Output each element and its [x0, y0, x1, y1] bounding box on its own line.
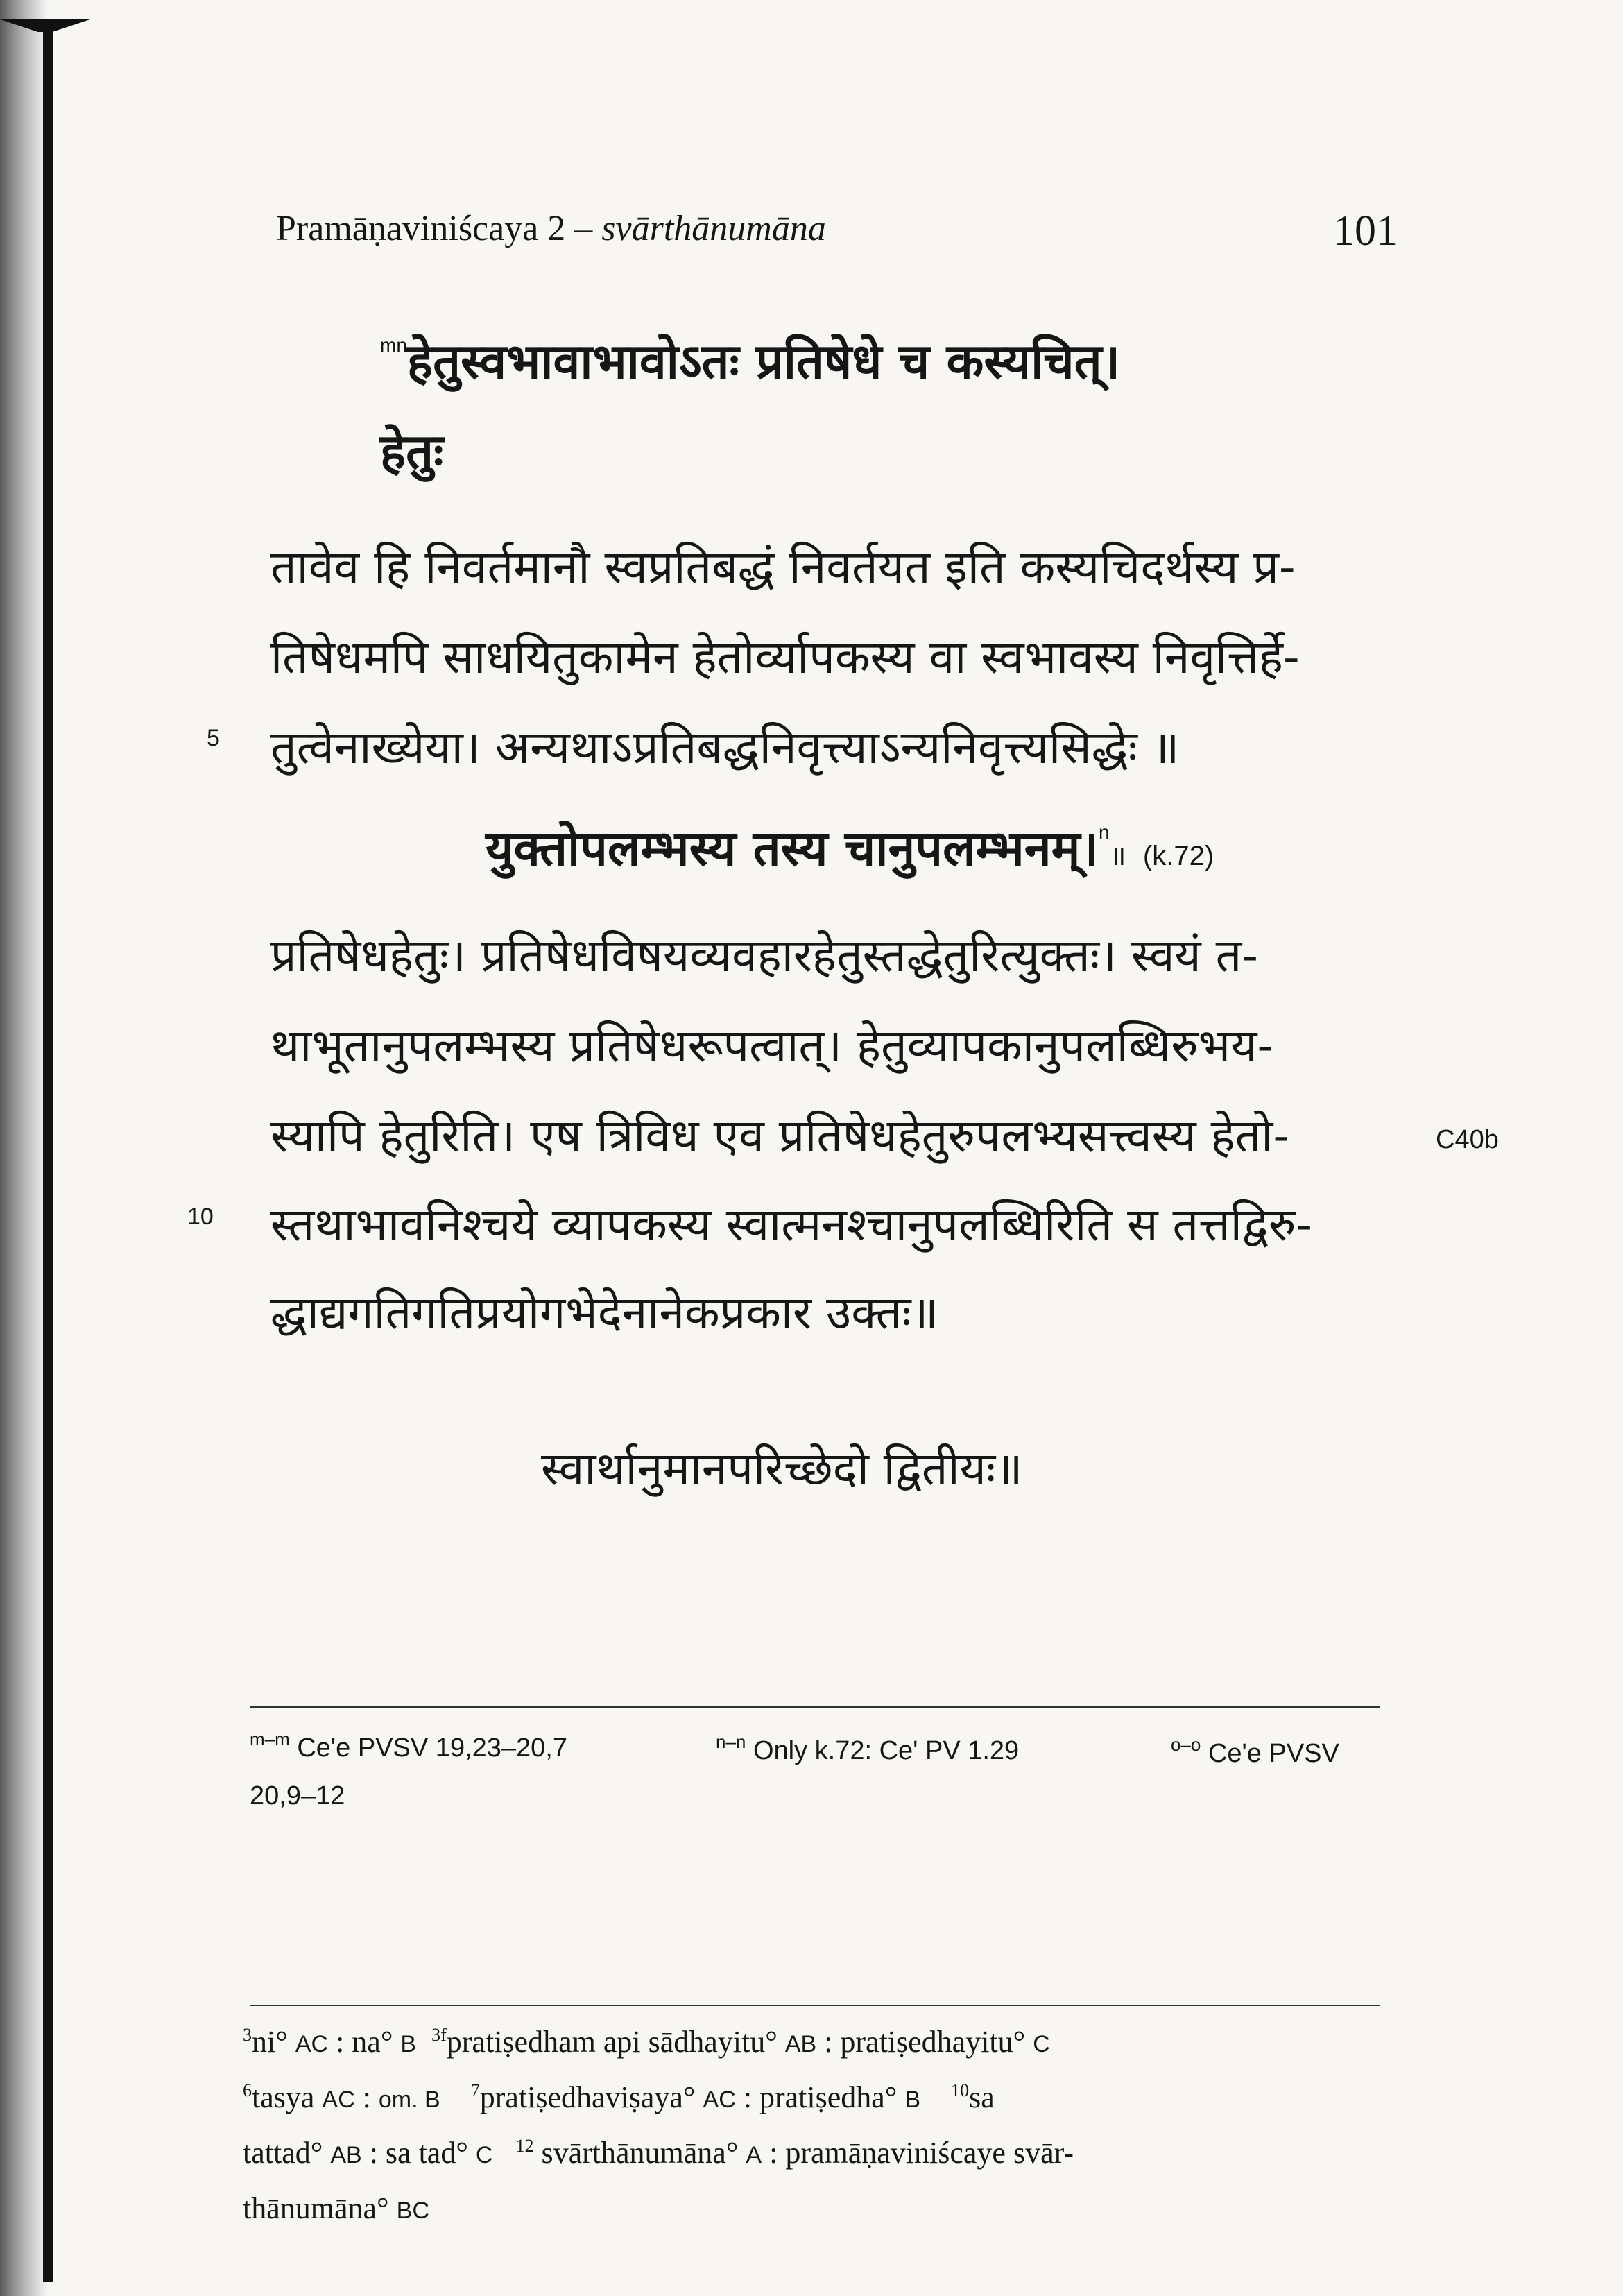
verse-2 — [486, 813, 1214, 880]
note-text: : pramāṇaviniścaye svār- — [762, 2136, 1074, 2170]
apparatus-line-2: 20,9–12 — [250, 1781, 345, 1810]
prose-1-line-3: तुत्वेनाख्येया। अन्यथाऽप्रतिबद्धनिवृत्त्याऽन्यनिवृत्त्यसिद्धेः ॥ — [270, 721, 1180, 774]
verse-2-kref: (k.72) — [1142, 841, 1214, 871]
apparatus-mm-sup: m–m — [250, 1729, 290, 1749]
note-text: svārthānumāna° — [541, 2136, 746, 2170]
prose-2-line-2: थाभूतानुपलम्भस्य प्रतिषेधरूपत्वात्। हेतुव्यापकानुपलब्धिरुभय- — [270, 1019, 1274, 1072]
note-siglum: AB — [330, 2142, 362, 2168]
apparatus-nn-text: Only k.72: Ce' PV 1.29 — [753, 1736, 1020, 1765]
verse-1-line-1-text: हेतुस्वभावाभावोऽतः प्रतिषेधे च कस्यचित्। — [406, 333, 1121, 390]
note-siglum: B — [904, 2087, 921, 2113]
page-number: 101 — [1333, 207, 1398, 255]
note-siglum: AC — [703, 2087, 736, 2113]
note-text: pratiṣedhaviṣaya° — [479, 2080, 703, 2114]
note-number: 12 — [515, 2136, 534, 2156]
prose-1-line-2: तिषेधमपि साधयितुकामेन हेतोर्व्यापकस्य वा स्वभावस्य निवृत्तिर्हे- — [270, 631, 1300, 684]
note-line-4 — [243, 2191, 429, 2226]
note-siglum: AC — [295, 2031, 329, 2057]
prose-2-line-1: प्रतिषेधहेतुः। प्रतिषेधविषयव्यवहारहेतुस्तद्धेतुरित्युक्तः। स्वयं त- — [270, 929, 1259, 982]
note-number: 3f — [431, 2025, 447, 2045]
line-number-5: 5 — [207, 725, 220, 751]
note-text: thānumāna° — [243, 2191, 397, 2225]
verse-2-danda: ॥ — [1109, 841, 1126, 871]
verse-1-line-1 — [380, 326, 1120, 393]
margin-ref-c40b: C40b — [1436, 1125, 1499, 1154]
prose-2-line-4: स्तथाभावनिश्चये व्यापकस्य स्वात्मनश्चानुपलब्धिरिति स तत्तद्विरु- — [270, 1198, 1313, 1251]
apparatus-oo-sup: o–o — [1171, 1734, 1201, 1755]
note-siglum: om. B — [378, 2087, 440, 2113]
prose-2-line-5: द्धाद्यगतिगतिप्रयोगभेदेनानेकप्रकार उक्तः॥ — [270, 1286, 939, 1339]
note-text: : pratiṣedha° — [735, 2080, 905, 2114]
verse-1-marker: mn — [380, 334, 407, 356]
prose-2-line-3: स्यापि हेतुरिति। एष त्रिविध एव प्रतिषेधहेतुरुपलभ्यसत्त्वस्य हेतो- — [270, 1109, 1290, 1163]
note-siglum: C — [1033, 2031, 1050, 2057]
running-head-roman: Pramāṇaviniścaya 2 – — [276, 209, 602, 248]
note-text: : sa tad° — [361, 2136, 476, 2170]
note-siglum: BC — [396, 2198, 429, 2224]
apparatus-nn — [716, 1731, 1019, 1766]
verse-1-line-2: हेतुः — [380, 423, 444, 480]
note-line-1 — [243, 2024, 1050, 2059]
line-number-10: 10 — [187, 1203, 214, 1230]
running-head — [276, 208, 826, 249]
apparatus-line-1 — [250, 1729, 567, 1763]
prose-1-line-1: तावेव हि निवर्तमानौ स्वप्रतिबद्धं निवर्तयत इति कस्यचिदर्थस्य प्र- — [270, 540, 1296, 594]
note-text: ni° — [252, 2025, 295, 2059]
apparatus-oo — [1171, 1734, 1339, 1769]
note-text: : — [354, 2080, 379, 2114]
colophon: स्वार्थानुमानपरिच्छेदो द्वितीयः॥ — [541, 1442, 1023, 1496]
note-text: : pratiṣedhayitu° — [816, 2025, 1033, 2059]
verse-2-marker: n — [1098, 821, 1110, 843]
apparatus-rule — [250, 1706, 1380, 1708]
note-siglum: B — [400, 2031, 417, 2057]
running-head-italic: svārthānumāna — [601, 209, 826, 248]
book-gutter-shadow — [0, 0, 49, 2296]
note-text: tasya — [252, 2080, 323, 2114]
note-siglum: A — [746, 2142, 762, 2168]
notes-rule — [250, 2005, 1380, 2006]
note-number: 6 — [243, 2080, 252, 2100]
note-text: pratiṣedham api sādhayitu° — [446, 2025, 785, 2059]
apparatus-oo-text: Ce'e PVSV — [1208, 1739, 1339, 1768]
note-text: sa — [969, 2080, 995, 2114]
apparatus-mm-text: Ce'e PVSV 19,23–20,7 — [297, 1733, 567, 1763]
note-line-2 — [243, 2080, 995, 2115]
note-number: 10 — [951, 2080, 970, 2100]
note-siglum: AC — [322, 2087, 355, 2113]
note-number: 3 — [243, 2025, 252, 2045]
note-line-3 — [243, 2135, 1074, 2170]
note-text: : na° — [328, 2025, 401, 2059]
note-siglum: AB — [784, 2031, 817, 2057]
verse-2-text: युक्तोपलम्भस्य तस्य चानुपलम्भनम्। — [486, 820, 1099, 877]
note-text: tattad° — [243, 2136, 331, 2170]
apparatus-nn-sup: n–n — [716, 1731, 746, 1752]
binding-edge — [43, 28, 53, 2282]
note-number: 7 — [470, 2080, 480, 2100]
note-siglum: C — [475, 2142, 493, 2168]
